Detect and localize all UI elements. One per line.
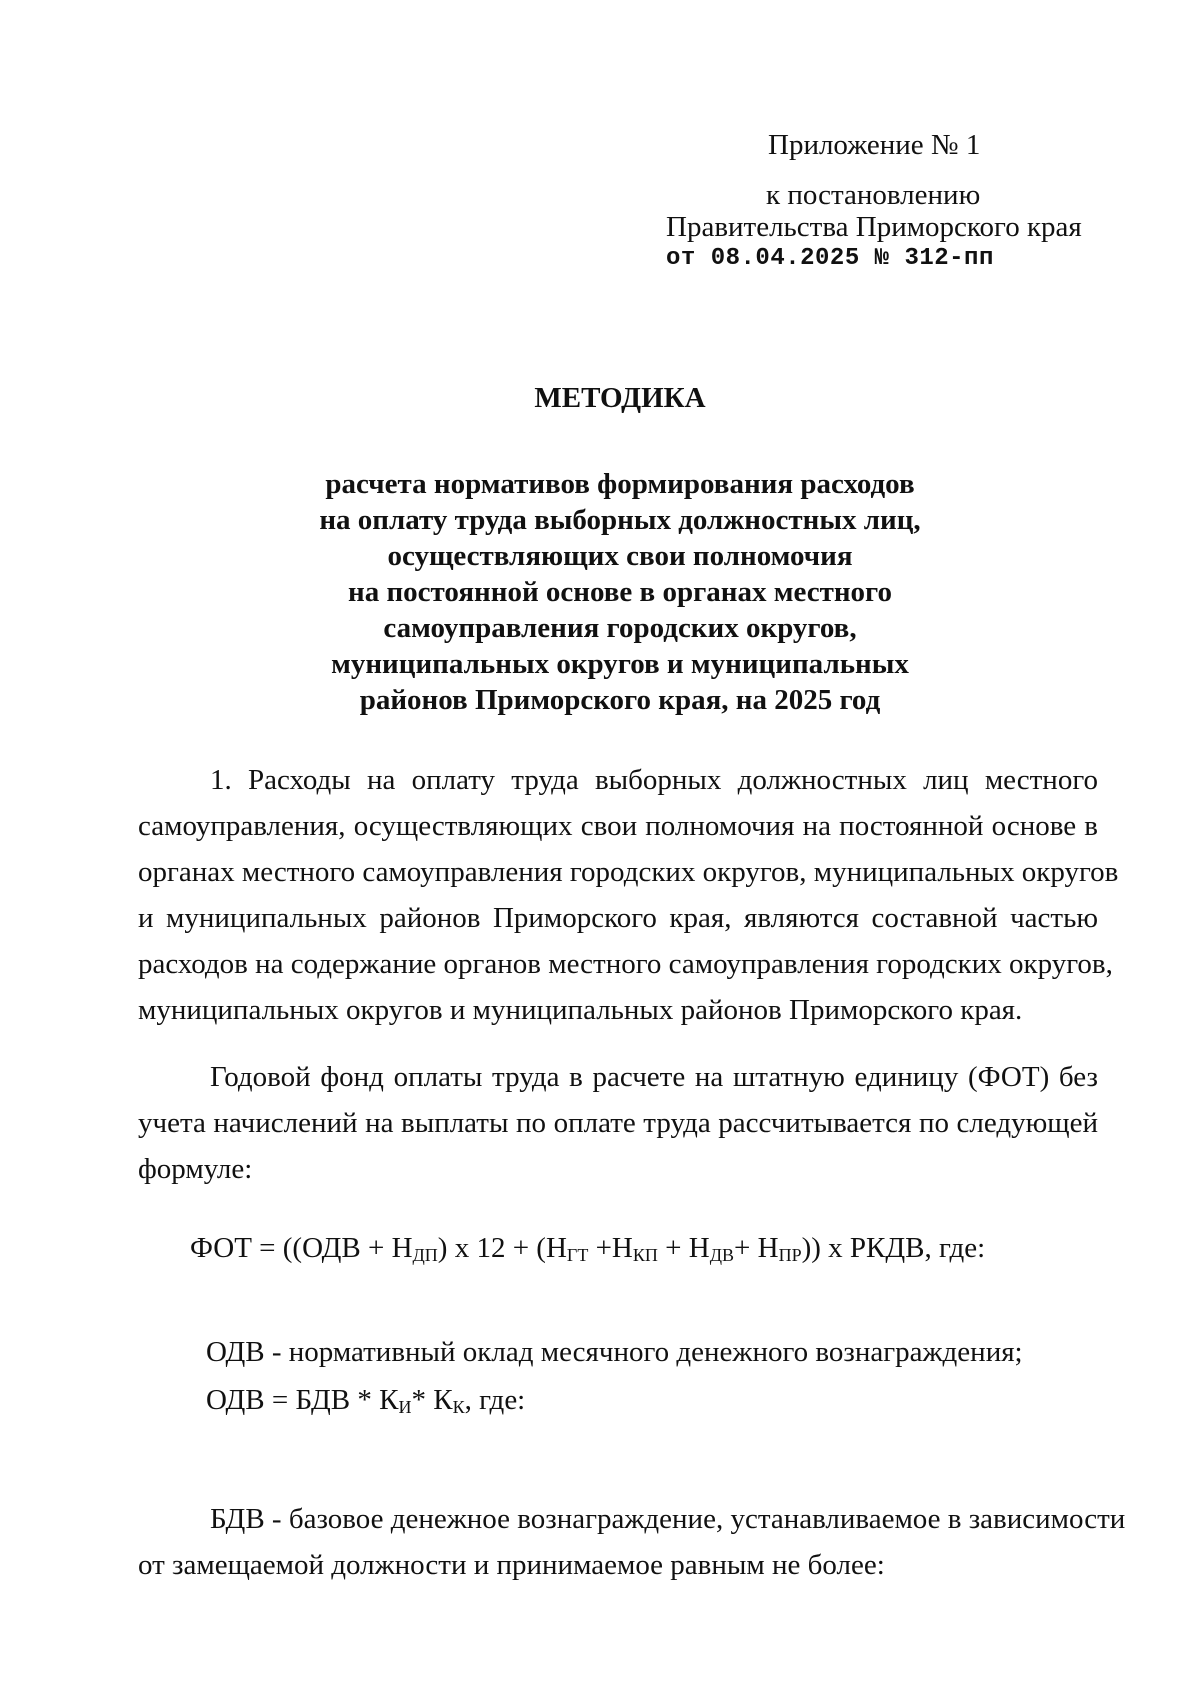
paragraph-line: БДВ - базовое денежное вознаграждение, устанавливаемое в зависимости xyxy=(210,1503,1126,1535)
document-title: МЕТОДИКА xyxy=(534,382,706,414)
paragraph-1 xyxy=(138,757,1119,1033)
subtitle-line: муниципальных округов и муниципальных xyxy=(331,648,909,680)
paragraph-line: 1. Расходы на оплату труда выборных должностных лиц местного xyxy=(210,764,1098,796)
subtitle-line: осуществляющих свои полномочия xyxy=(387,540,853,572)
formula-subscript: ПР xyxy=(778,1245,802,1265)
subtitle-line: самоуправления городских округов, xyxy=(383,612,857,644)
formula-text: * К xyxy=(411,1384,453,1416)
paragraph-line: учета начислений на выплаты по оплате труда рассчитывается по следующей xyxy=(138,1107,1098,1139)
paragraph-line: расходов на содержание органов местного самоуправления городских округов, xyxy=(138,948,1113,980)
paragraph-line: муниципальных округов и муниципальных районов Приморского края. xyxy=(138,994,1023,1026)
decree-stamp: от 08.04.2025 № 312-пп xyxy=(666,245,994,272)
subtitle-line: районов Приморского края, на 2025 год xyxy=(359,684,881,716)
paragraph-2 xyxy=(138,1054,1098,1192)
paragraph-line: органах местного самоуправления городских округов, муниципальных округов xyxy=(138,856,1119,888)
formula-subscript: К xyxy=(452,1397,465,1417)
appendix-line-1: к постановлению xyxy=(766,179,981,211)
paragraph-bdv xyxy=(138,1496,1126,1588)
formula-subscript: ГТ xyxy=(566,1245,589,1265)
formula-text: ОДВ = БДВ * К xyxy=(206,1384,399,1416)
subtitle-line: на оплату труда выборных должностных лиц, xyxy=(319,504,921,536)
formula-text: )) х РКДВ, где: xyxy=(801,1232,986,1264)
appendix-title: Приложение № 1 xyxy=(768,129,981,161)
formula-subscript: ДВ xyxy=(709,1245,735,1265)
formula-text: ФОТ = ((ОДВ + Н xyxy=(190,1232,413,1264)
paragraph-line: самоуправления, осуществляющих свои полномочия на постоянной основе в xyxy=(138,810,1098,842)
paragraph-line: Годовой фонд оплаты труда в расчете на штатную единицу (ФОТ) без xyxy=(210,1061,1098,1093)
formula-subscript: КП xyxy=(632,1245,658,1265)
paragraph-line: формуле: xyxy=(138,1153,253,1185)
formula-text: +Н xyxy=(588,1232,633,1264)
formula-text: ) х 12 + (Н xyxy=(437,1232,567,1264)
paragraph-line: от замещаемой должности и принимаемое равным не более: xyxy=(138,1549,885,1581)
formula-subscript: И xyxy=(398,1397,412,1417)
formula-odv xyxy=(206,1384,525,1417)
paragraph-line: и муниципальных районов Приморского края, являются составной частью xyxy=(138,902,1098,934)
formula-fot xyxy=(190,1232,985,1265)
document-subtitle xyxy=(0,466,1200,718)
subtitle-line: на постоянной основе в органах местного xyxy=(348,576,892,608)
formula-subscript: ДП xyxy=(412,1245,438,1265)
formula-text: , где: xyxy=(464,1384,526,1416)
appendix-line-2: Правительства Приморского края xyxy=(666,211,1082,243)
subtitle-line: расчета нормативов формирования расходов xyxy=(325,468,915,500)
formula-text: + Н xyxy=(734,1232,779,1264)
odv-definition: ОДВ - нормативный оклад месячного денежного вознаграждения; xyxy=(206,1336,1023,1368)
formula-text: + Н xyxy=(657,1232,710,1264)
